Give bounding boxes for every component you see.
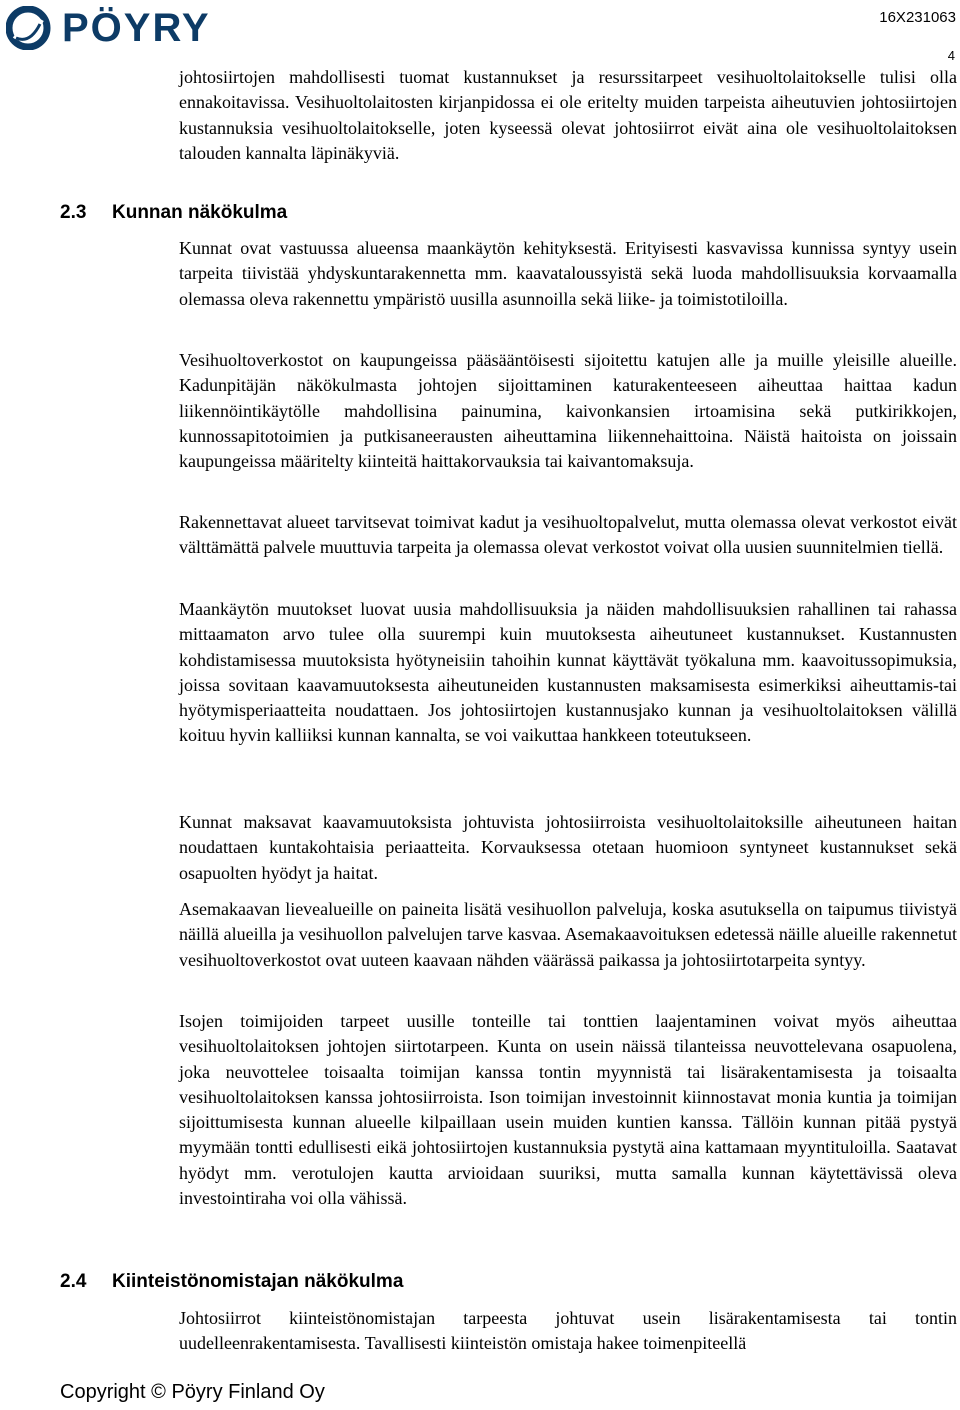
section-heading-2-3 <box>60 202 287 224</box>
paragraph-2-3-4: Maankäytön muutokset luovat uusia mahdollisuuksia ja näiden mahdollisuuksien rahallinen tai rahassa mittaamaton arvo tulee olla suurempi kuin muutoksesta aiheutuneet kustannukset. Kustannusten kohdistamisessa muutoksista hyötyneisiin tahoihin kunnat käyttävät työkaluna mm. kaavoitussopimuksia, joissa sovitaan kaavamuutoksesta aiheutuneiden kustannusten maksamisesta esimerkiksi aiheuttamis-tai hyötymisperiaatteita noudattaen. Jos johtosiirtojen kustannusjako kunnan ja vesihuoltolaitoksen välillä koituu hyvin kalliiksi kunnan kannalta, se voi vaikuttaa hankkeen toteutukseen. <box>179 599 957 746</box>
paragraph-2-3-6: Asemakaavan lievealueille on paineita lisätä vesihuollon palveluja, koska asutuksella on taipumus tiivistyä näillä alueilla ja vesihuollon palvelujen tarve kasvaa. Asemakaavoituksen edetessä näille alueille rakennetut vesihuoltoverkostot ovat uuteen kaavaan nähden väärässä paikassa ja johtosiirtotarpeita syntyy. <box>179 899 957 970</box>
section-heading-2-4 <box>60 1271 403 1293</box>
paragraph-2-4-1: Johtosiirrot kiinteistönomistajan tarpeesta johtuvat usein lisärakentamisesta tai tontin uudelleenrakentamisesta. Tavallisesti kiinteistön omistaja hakee toimenpiteellä <box>179 1308 957 1354</box>
document-id: 16X231063 <box>879 9 956 26</box>
section-number: 2.4 <box>60 1271 87 1292</box>
paragraph-2-3-7: Isojen toimijoiden tarpeet uusille tonteille tai tonttien laajentaminen voivat myös aiheuttaa vesihuoltolaitoksen johtojen siirtotarpeen. Kunta on usein näissä tilanteissa neuvottelevana osapuolena, joka neuvottelee toisaalta toimijan kanssa tontin myynnistä tai lisärakentamisesta ja toisaalta vesihuoltolaitoksen kanssa johtosiirroista. Ison toimijan investoinnit kiinnostavat monia kuntia ja toimijan sijoittumisesta kunnan alueelle kilpaillaan usein muiden kuntien kanssa. Tällöin kunnan pitää pystyä myymään tontti edullisesti eikä johtosiirtojen kustannuksia pystytä aina kattamaan myyntituloilla. Saatavat hyödyt mm. verotulojen kautta arvioidaan suuriksi, mutta samalla kunnan käytettävissä oleva investointiraha voi olla vähissä. <box>179 1011 957 1209</box>
section-title: Kunnan näkökulma <box>112 202 288 223</box>
page-number: 4 <box>947 48 955 63</box>
paragraph-2-3-2: Vesihuoltoverkostot on kaupungeissa pääsääntöisesti sijoitettu katujen alle ja muille yleisille alueille. Kadunpitäjän näkökulmasta johtojen sijoittaminen katurakenteeseen aiheuttaa haittaa kadun liikennöintikäytölle mahdollisina painumina, kaivonkansien irtoamisina sekä putkirikkojen, kunnossapitotoimien ja putkisaneerausten aiheuttamina liikennehaittoina. Näistä haitoista on joissain kaupungeissa määritelty kiinteitä haittakorvauksia tai kaivantomaksuja. <box>179 350 957 472</box>
paragraph-2-3-1: Kunnat ovat vastuussa alueensa maankäytön kehityksestä. Erityisesti kasvavissa kunnissa syntyy usein tarpeita tiivistää yhdyskuntarakennetta mm. kaavataloussyistä sekä luoda mahdollisuuksia korvaamalla olemassa oleva rakennettu ympäristö uusilla asunnoilla sekä liike- ja toimistotiloilla. <box>179 238 957 309</box>
intro-paragraph: johtosiirtojen mahdollisesti tuomat kustannukset ja resurssitarpeet vesihuoltolaitokselle tulisi olla ennakoitavissa. Vesihuoltolaitosten kirjanpidossa ei ole eritelty muiden tarpeista aiheutuvien johtosiirtojen kustannuksia vesihuoltolaitokselle, joten kyseessä olevat johtosiirrot eivät aina ole vesihuoltolaitoksen talouden kannalta läpinäkyviä. <box>179 67 957 163</box>
section-title: Kiinteistönomistajan näkökulma <box>112 1271 404 1292</box>
copyright-footer: Copyright © Pöyry Finland Oy <box>60 1381 325 1403</box>
poyry-logo-icon <box>6 6 54 50</box>
paragraph-2-3-3: Rakennettavat alueet tarvitsevat toimivat kadut ja vesihuoltopalvelut, mutta olemassa olevat verkostot eivät välttämättä palvele muuttuvia tarpeita ja olemassa olevat verkostot voivat olla uusien suunnitelmien tiellä. <box>179 512 957 558</box>
section-number: 2.3 <box>60 202 87 223</box>
paragraph-2-3-5: Kunnat maksavat kaavamuutoksista johtuvista johtosiirroista vesihuoltolaitoksille aiheutuneen haitan noudattaen kuntakohtaisia periaatteita. Korvauksessa otetaan huomioon syntyneet kustannukset sekä osapuolten hyödyt ja haitat. <box>179 812 957 883</box>
brand-logo <box>6 6 242 50</box>
brand-name: PÖYRY <box>62 6 211 50</box>
